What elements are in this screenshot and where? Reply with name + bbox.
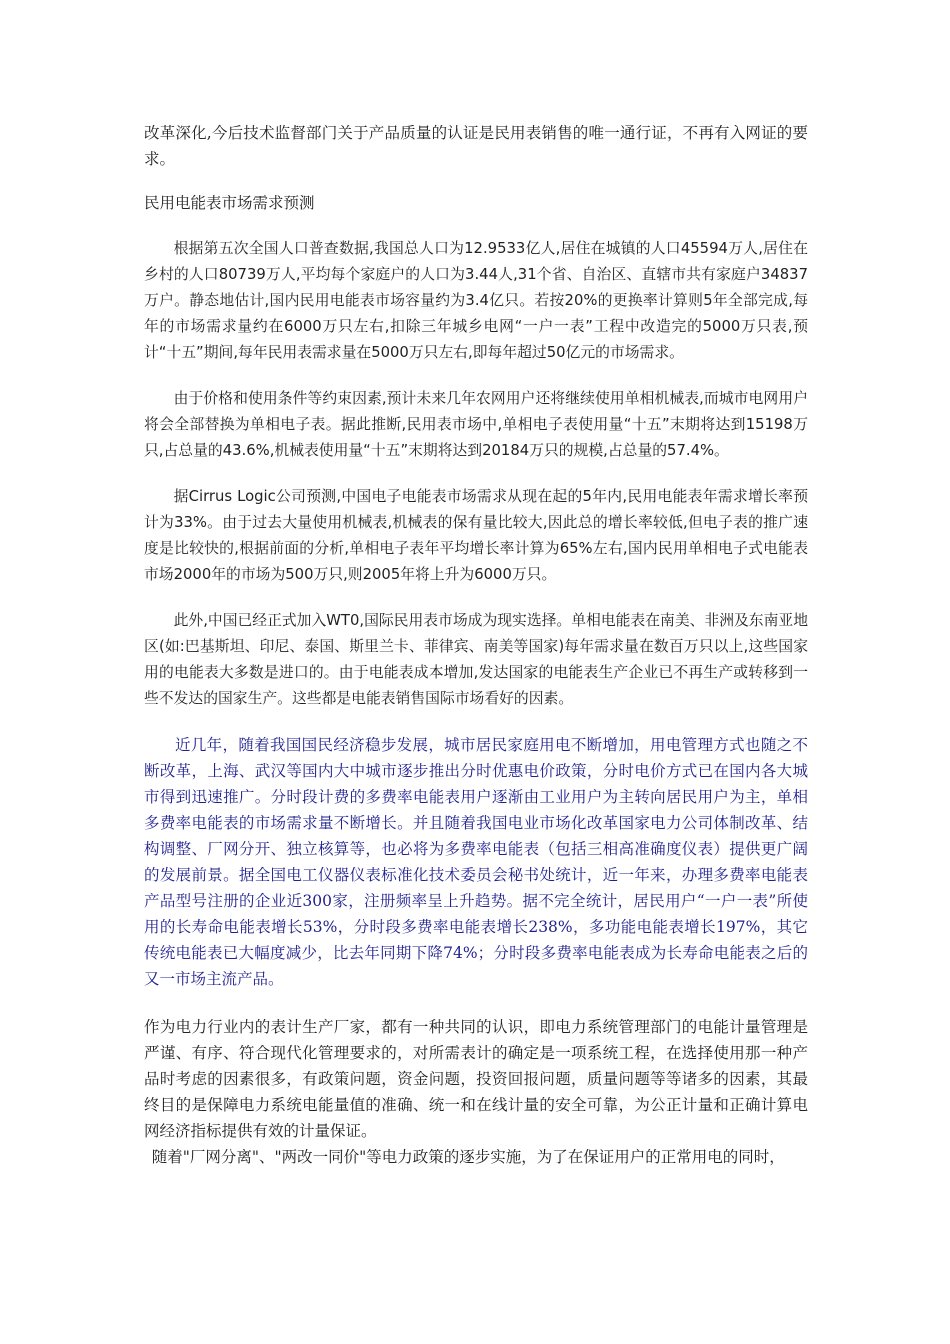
paragraph-international-market: 此外,中国已经正式加入WT0,国际民用表市场成为现实选择。单相电能表在南美、非洲及东南亚地区(如:巴基斯坦、印尼、泰国、斯里兰卡、菲律宾、南美等国家)每年需求量在数百万只以上,这些国家用的电能表大多数是进口的。由于电能表成本增加,发达国家的电能表生产企业已不再生产或转移到一些不发达的国家生产。这些都是电能表销售国际市场看好的因素。 [144, 612, 808, 707]
paragraph-industry-view: 作为电力行业内的表计生产厂家，都有一种共同的认识，即电力系统管理部门的电能计量管理是严谨、有序、符合现代化管理要求的，对所需表计的确定是一项系统工程，在选择使用那一种产品时考虑的因素很多，有政策问题，资金问题，投资回报问题，质量问题等等诸多的因素，其最终目的是保障电力系统电能量值的准确、统一和在线计量的安全可靠，为公正计量和正确计算电网经济指标提供有效的计量保证。 [144, 1018, 808, 1140]
document-page [144, 120, 808, 1170]
paragraph-policy: 随着"厂网分离"、"两改一同价"等电力政策的逐步实施，为了在保证用户的正常用电的同时， [151, 1148, 785, 1166]
intro-paragraph: 改革深化,今后技术监督部门关于产品质量的认证是民用表销售的唯一通行证，不再有入网证的要求。 [144, 124, 808, 168]
paragraph-meter-replacement: 由于价格和使用条件等约束因素,预计未来几年农网用户还将继续使用单相机械表,而城市电网用户将会全部替换为单相电子表。据此推断,民用表市场中,单相电子表使用量“十五”末期将达到15198万只,占总量的43.6%,机械表使用量“十五”末期将达到20184万只的规模,占总量的57.4%。 [144, 390, 808, 459]
paragraph-cirrus-logic-forecast: 据Cirrus Logic公司预测,中国电子电能表市场需求从现在起的5年内,民用电能表年需求增长率预计为33%。由于过去大量使用机械表,机械表的保有量比较大,因此总的增长率较低,但电子表的推广速度是比较快的,根据前面的分析,单相电子表年平均增长率计算为65%左右,国内民用单相电子式电能表市场2000年的市场为500万只,则2005年将上升为6000万只。 [144, 488, 808, 583]
paragraph-multi-rate-meters: 近几年，随着我国国民经济稳步发展，城市居民家庭用电不断增加，用电管理方式也随之不断改革，上海、武汉等国内大中城市逐步推出分时优惠电价政策，分时电价方式已在国内各大城市得到迅速推广。分时段计费的多费率电能表用户逐渐由工业用户为主转向居民用户为主，单相多费率电能表的市场需求量不断增长。并且随着我国电业市场化改革国家电力公司体制改革、结构调整、厂网分开、独立核算等，也必将为多费率电能表（包括三相高准确度仪表）提供更广阔的发展前景。据全国电工仪器仪表标准化技术委员会秘书处统计，近一年来，办理多费率电能表产品型号注册的企业近300家，注册频率呈上升趋势。据不完全统计，居民用户“一户一表”所使用的长寿命电能表增长53%，分时段多费率电能表增长238%，多功能电能表增长197%，其它传统电能表已大幅度减少，比去年同期下降74%；分时段多费率电能表成为长寿命电能表之后的又一市场主流产品。 [144, 736, 808, 988]
section-heading: 民用电能表市场需求预测 [144, 194, 315, 212]
paragraph-population-forecast: 根据第五次全国人口普查数据,我国总人口为12.9533亿人,居住在城镇的人口45594万人,居住在乡村的人口80739万人,平均每个家庭户的人口为3.44人,31个省、自治区、直辖市共有家庭户34837万户。静态地估计,国内民用电能表市场容量约为3.4亿只。若按20%的更换率计算则5年全部完成,每年的市场需求量约在6000万只左右,扣除三年城乡电网“一户一表”工程中改造完的5000万只表,预计“十五”期间,每年民用表需求量在5000万只左右,即每年超过50亿元的市场需求。 [144, 240, 808, 361]
